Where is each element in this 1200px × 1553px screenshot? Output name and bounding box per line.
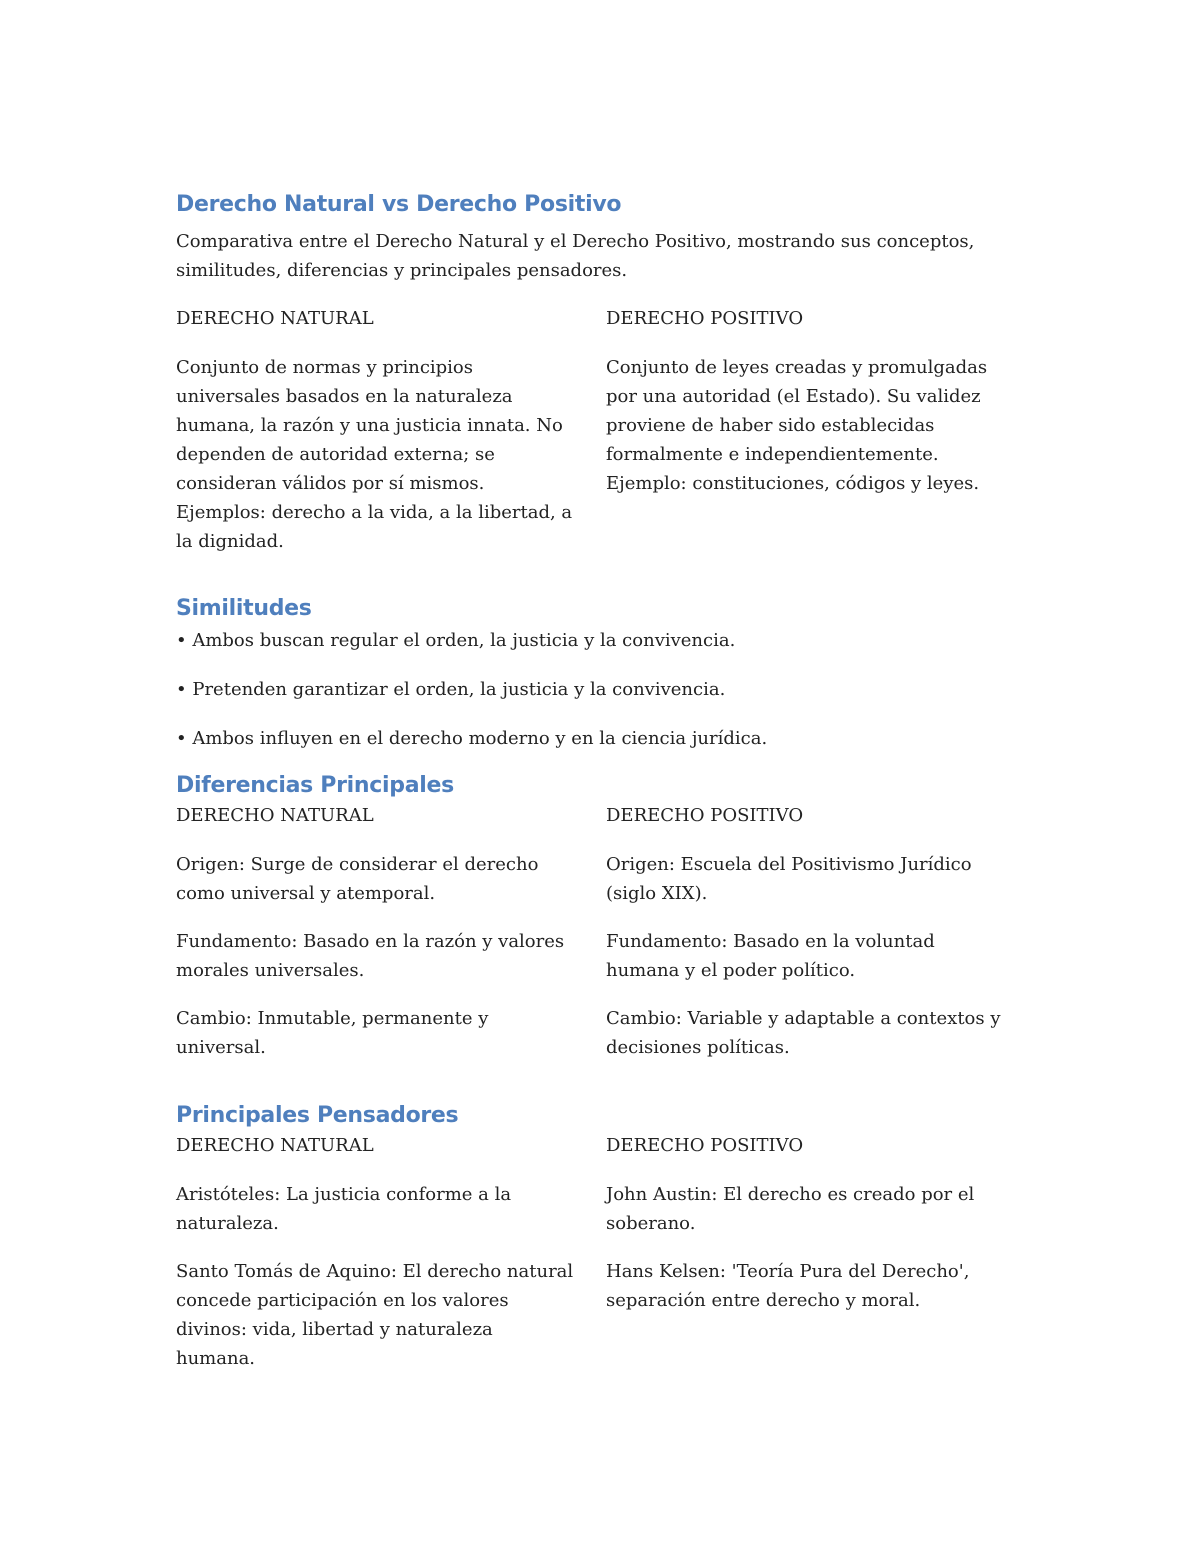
similitudes-list [176, 626, 1006, 753]
similitudes-heading: Similitudes [176, 596, 312, 621]
document-title: Derecho Natural vs Derecho Positivo [176, 192, 622, 217]
pensadores-natural-label: DERECHO NATURAL [176, 1135, 374, 1156]
diferencia-natural-fundamento: Fundamento: Basado en la razón y valores morales universales. [176, 931, 565, 981]
diferencia-positivo-fundamento: Fundamento: Basado en la voluntad humana y el poder político. [606, 931, 935, 981]
concept-positivo-text: Conjunto de leyes creadas y promulgadas por una autoridad (el Estado). Su validez proviene de haber sido establecidas formalmente e independientemente. Ejemplo: constituciones, códigos y leyes. [606, 357, 988, 494]
pensadores-columns [176, 1131, 1006, 1373]
concept-positivo-label: DERECHO POSITIVO [606, 308, 804, 329]
concept-natural-text: Conjunto de normas y principios universales basados en la naturaleza humana, la razón y una justicia innata. No dependen de autoridad externa; se consideran válidos por sí mismos. Ejemplos: derecho a la vida, a la libertad, a la dignidad. [176, 357, 573, 552]
concepts-columns [176, 304, 1006, 556]
pensadores-heading: Principales Pensadores [176, 1103, 459, 1128]
pensadores-natural-column [176, 1131, 576, 1373]
similitud-item: • Ambos influyen en el derecho moderno y en la ciencia jurídica. [176, 728, 768, 749]
diferencia-positivo-cambio: Cambio: Variable y adaptable a contextos y decisiones políticas. [606, 1008, 1001, 1058]
diferencias-natural-label: DERECHO NATURAL [176, 805, 374, 826]
concept-positivo-column [606, 304, 1006, 556]
diferencias-natural-column [176, 801, 576, 1062]
pensadores-positivo-label: DERECHO POSITIVO [606, 1135, 804, 1156]
document-description: Comparativa entre el Derecho Natural y el Derecho Positivo, mostrando sus conceptos, similitudes, diferencias y principales pensadores. [176, 231, 975, 281]
pensador-positivo-item: Hans Kelsen: 'Teoría Pura del Derecho', separación entre derecho y moral. [606, 1261, 970, 1311]
diferencia-natural-origen: Origen: Surge de considerar el derecho como universal y atemporal. [176, 854, 539, 904]
diferencias-positivo-label: DERECHO POSITIVO [606, 805, 804, 826]
pensador-positivo-item: John Austin: El derecho es creado por el soberano. [606, 1184, 975, 1234]
similitud-item: • Pretenden garantizar el orden, la justicia y la convivencia. [176, 679, 726, 700]
concept-natural-label: DERECHO NATURAL [176, 308, 374, 329]
diferencias-positivo-column [606, 801, 1006, 1062]
pensador-natural-item: Santo Tomás de Aquino: El derecho natural concede participación en los valores divinos: vida, libertad y naturaleza humana. [176, 1261, 574, 1369]
diferencia-natural-cambio: Cambio: Inmutable, permanente y universal. [176, 1008, 489, 1058]
diferencia-positivo-origen: Origen: Escuela del Positivismo Jurídico (siglo XIX). [606, 854, 972, 904]
diferencias-columns [176, 801, 1006, 1062]
pensador-natural-item: Aristóteles: La justicia conforme a la naturaleza. [176, 1184, 512, 1234]
similitud-item: • Ambos buscan regular el orden, la justicia y la convivencia. [176, 630, 736, 651]
document-page [176, 190, 1006, 1373]
pensadores-positivo-column [606, 1131, 1006, 1373]
concept-natural-column [176, 304, 576, 556]
diferencias-heading: Diferencias Principales [176, 773, 454, 798]
